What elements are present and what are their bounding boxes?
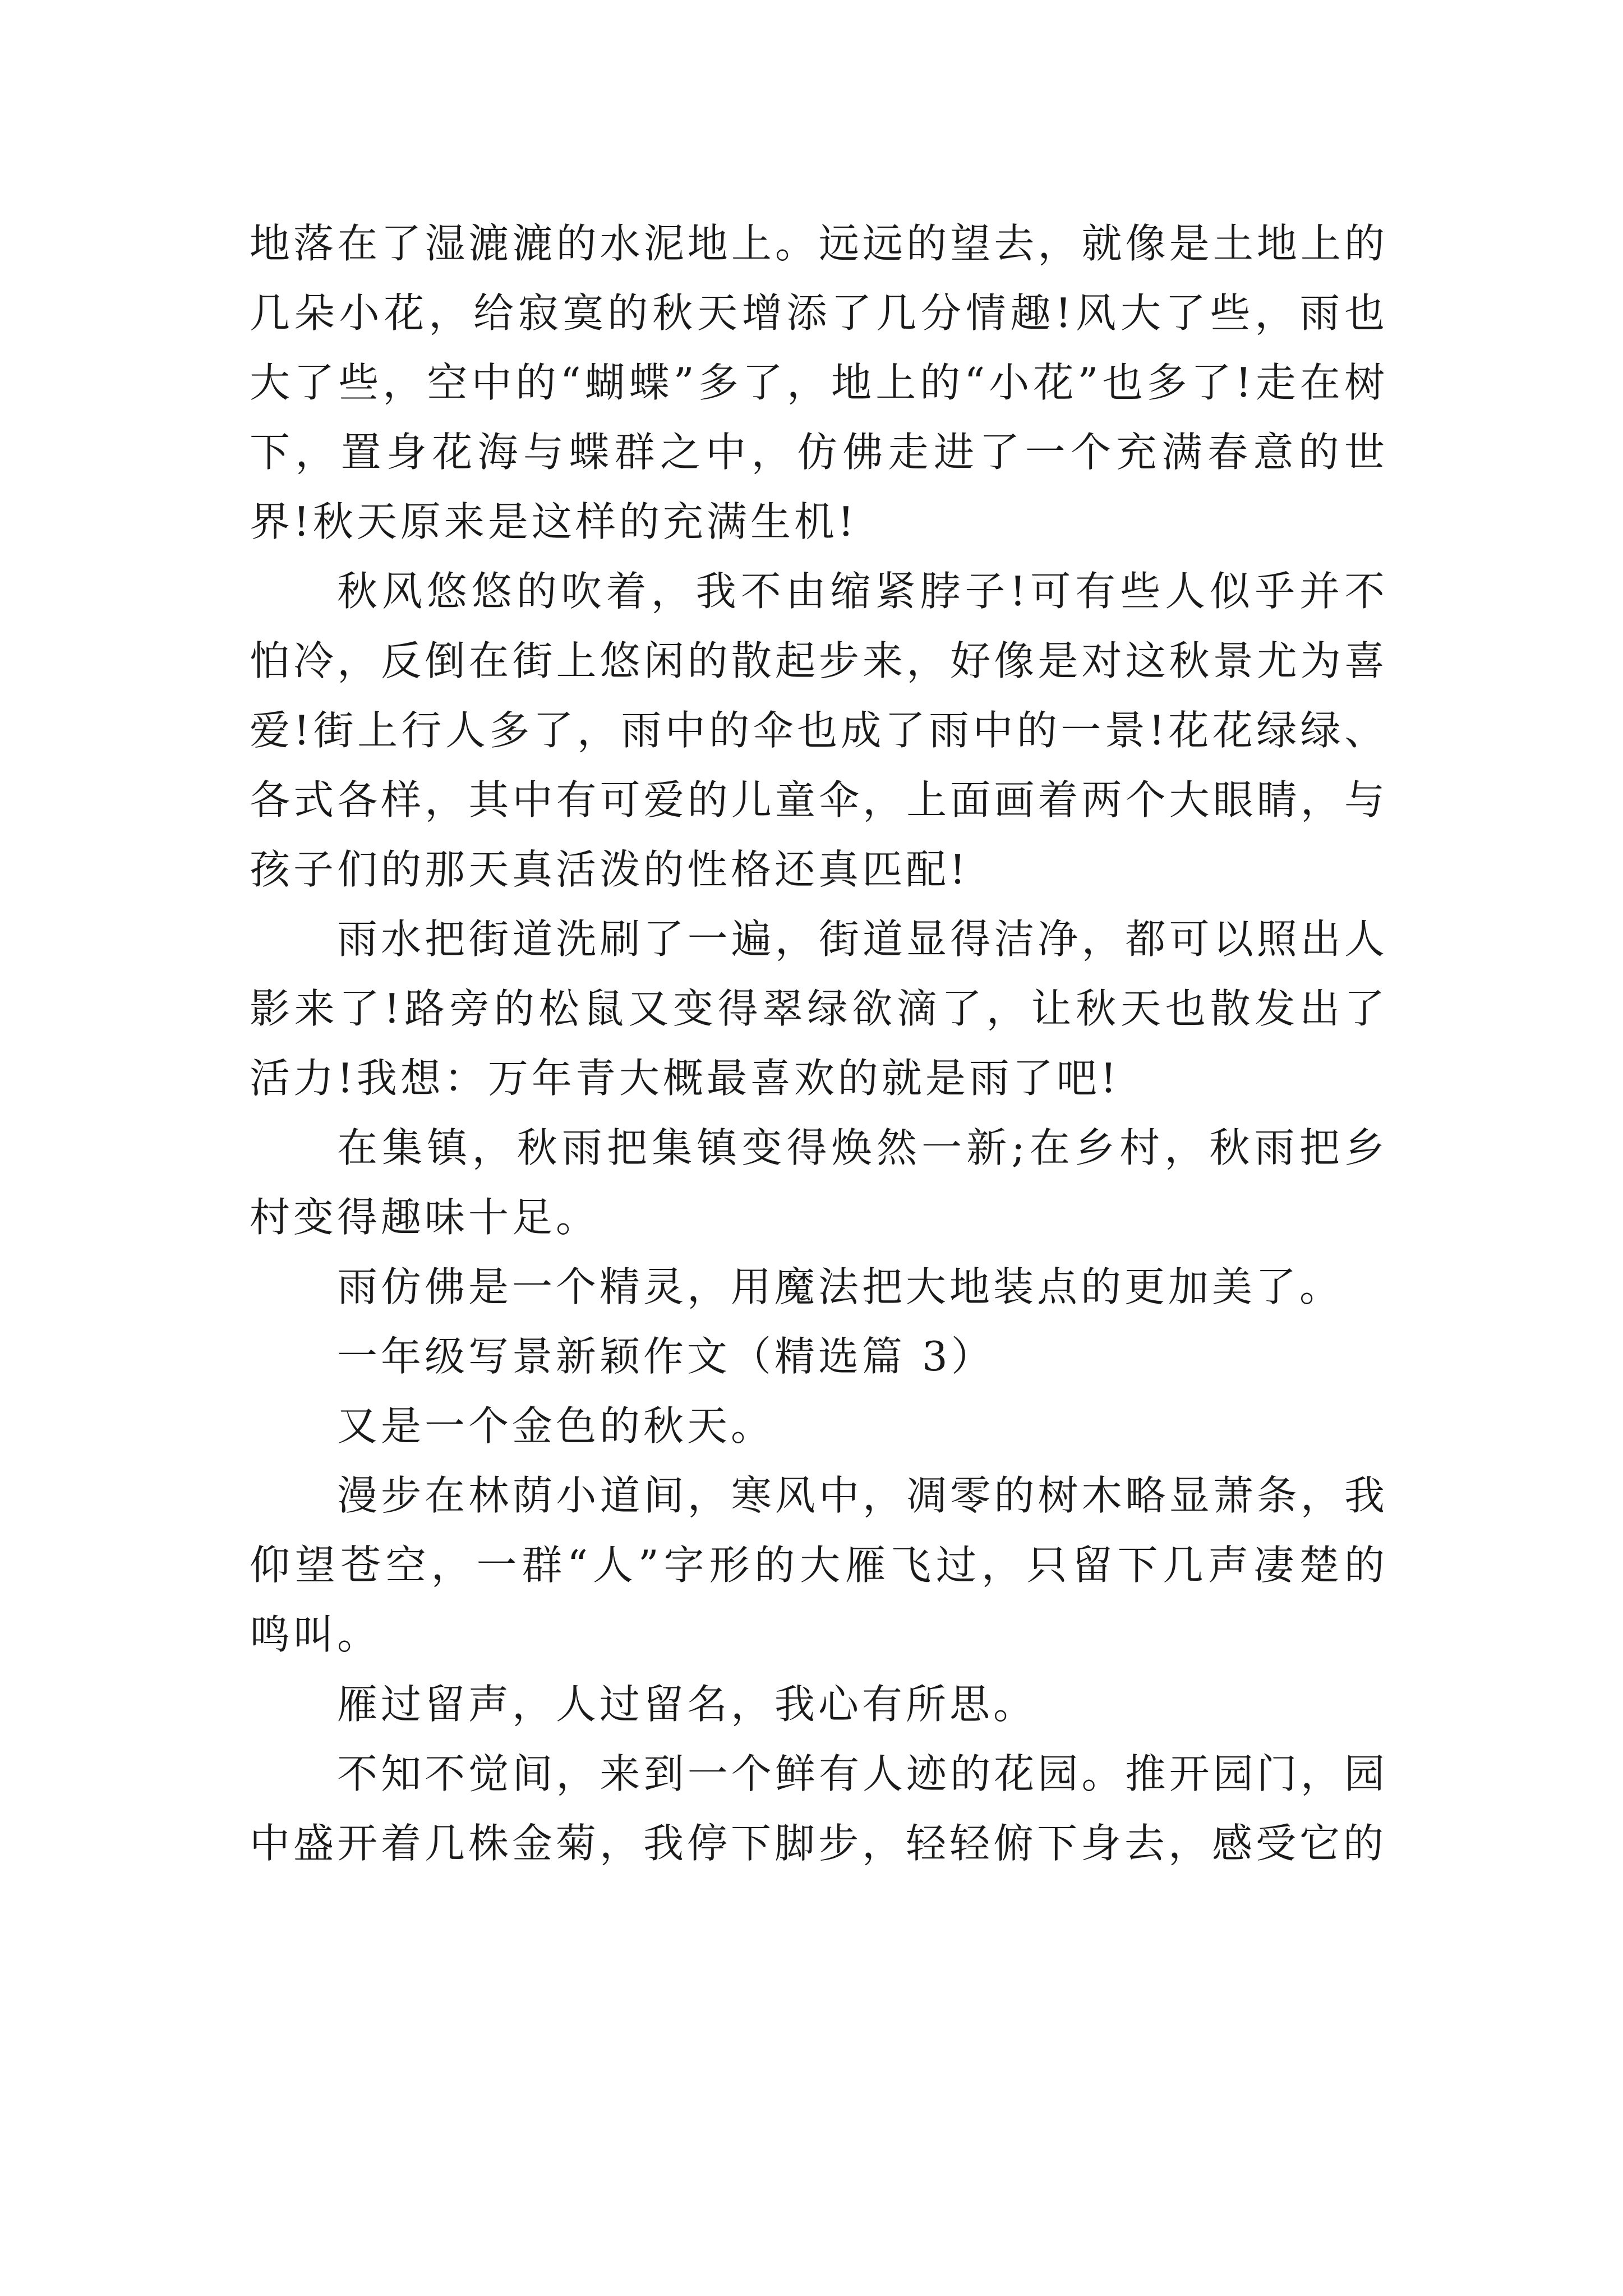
paragraph-9: 雁过留声，人过留名，我心有所思。 [337, 1681, 1038, 1728]
paragraph-5: 雨仿佛是一个精灵，用魔法把大地装点的更加美了。 [337, 1263, 1344, 1310]
document-body [250, 209, 1388, 1878]
paragraph-8: 漫步在林荫小道间，寒风中，凋零的树木略显萧条，我仰望苍空，一群“人”字形的大雁飞过，只留下几声凄楚的鸣叫。 [250, 1472, 1388, 1658]
paragraph-4: 在集镇，秋雨把集镇变得焕然一新;在乡村，秋雨把乡村变得趣味十足。 [250, 1124, 1388, 1241]
paragraph-7: 又是一个金色的秋天。 [337, 1402, 775, 1450]
paragraph-3: 雨水把街道洗刷了一遍，街道显得洁净，都可以照出人影来了!路旁的松鼠又变得翠绿欲滴了，让秋天也散发出了活力!我想：万年青大概最喜欢的就是雨了吧! [250, 915, 1388, 1102]
paragraph-10: 不知不觉间，来到一个鲜有人迹的花园。推开园门，园中盛开着几株金菊，我停下脚步，轻轻俯下身去，感受它的 [250, 1750, 1388, 1867]
paragraph-1: 地落在了湿漉漉的水泥地上。远远的望去，就像是土地上的几朵小花，给寂寞的秋天增添了几分情趣!风大了些，雨也大了些，空中的“蝴蝶”多了，地上的“小花”也多了!走在树下，置身花海与蝶群之中，仿佛走进了一个充满春意的世界!秋天原来是这样的充满生机! [250, 220, 1388, 545]
section-heading: 一年级写景新颖作文（精选篇 3） [337, 1333, 995, 1380]
paragraph-2: 秋风悠悠的吹着，我不由缩紧脖子!可有些人似乎并不怕冷，反倒在街上悠闲的散起步来，好像是对这秋景尤为喜爱!街上行人多了，雨中的伞也成了雨中的一景!花花绿绿、各式各样，其中有可爱的儿童伞，上面画着两个大眼睛，与孩子们的那天真活泼的性格还真匹配! [250, 568, 1388, 893]
